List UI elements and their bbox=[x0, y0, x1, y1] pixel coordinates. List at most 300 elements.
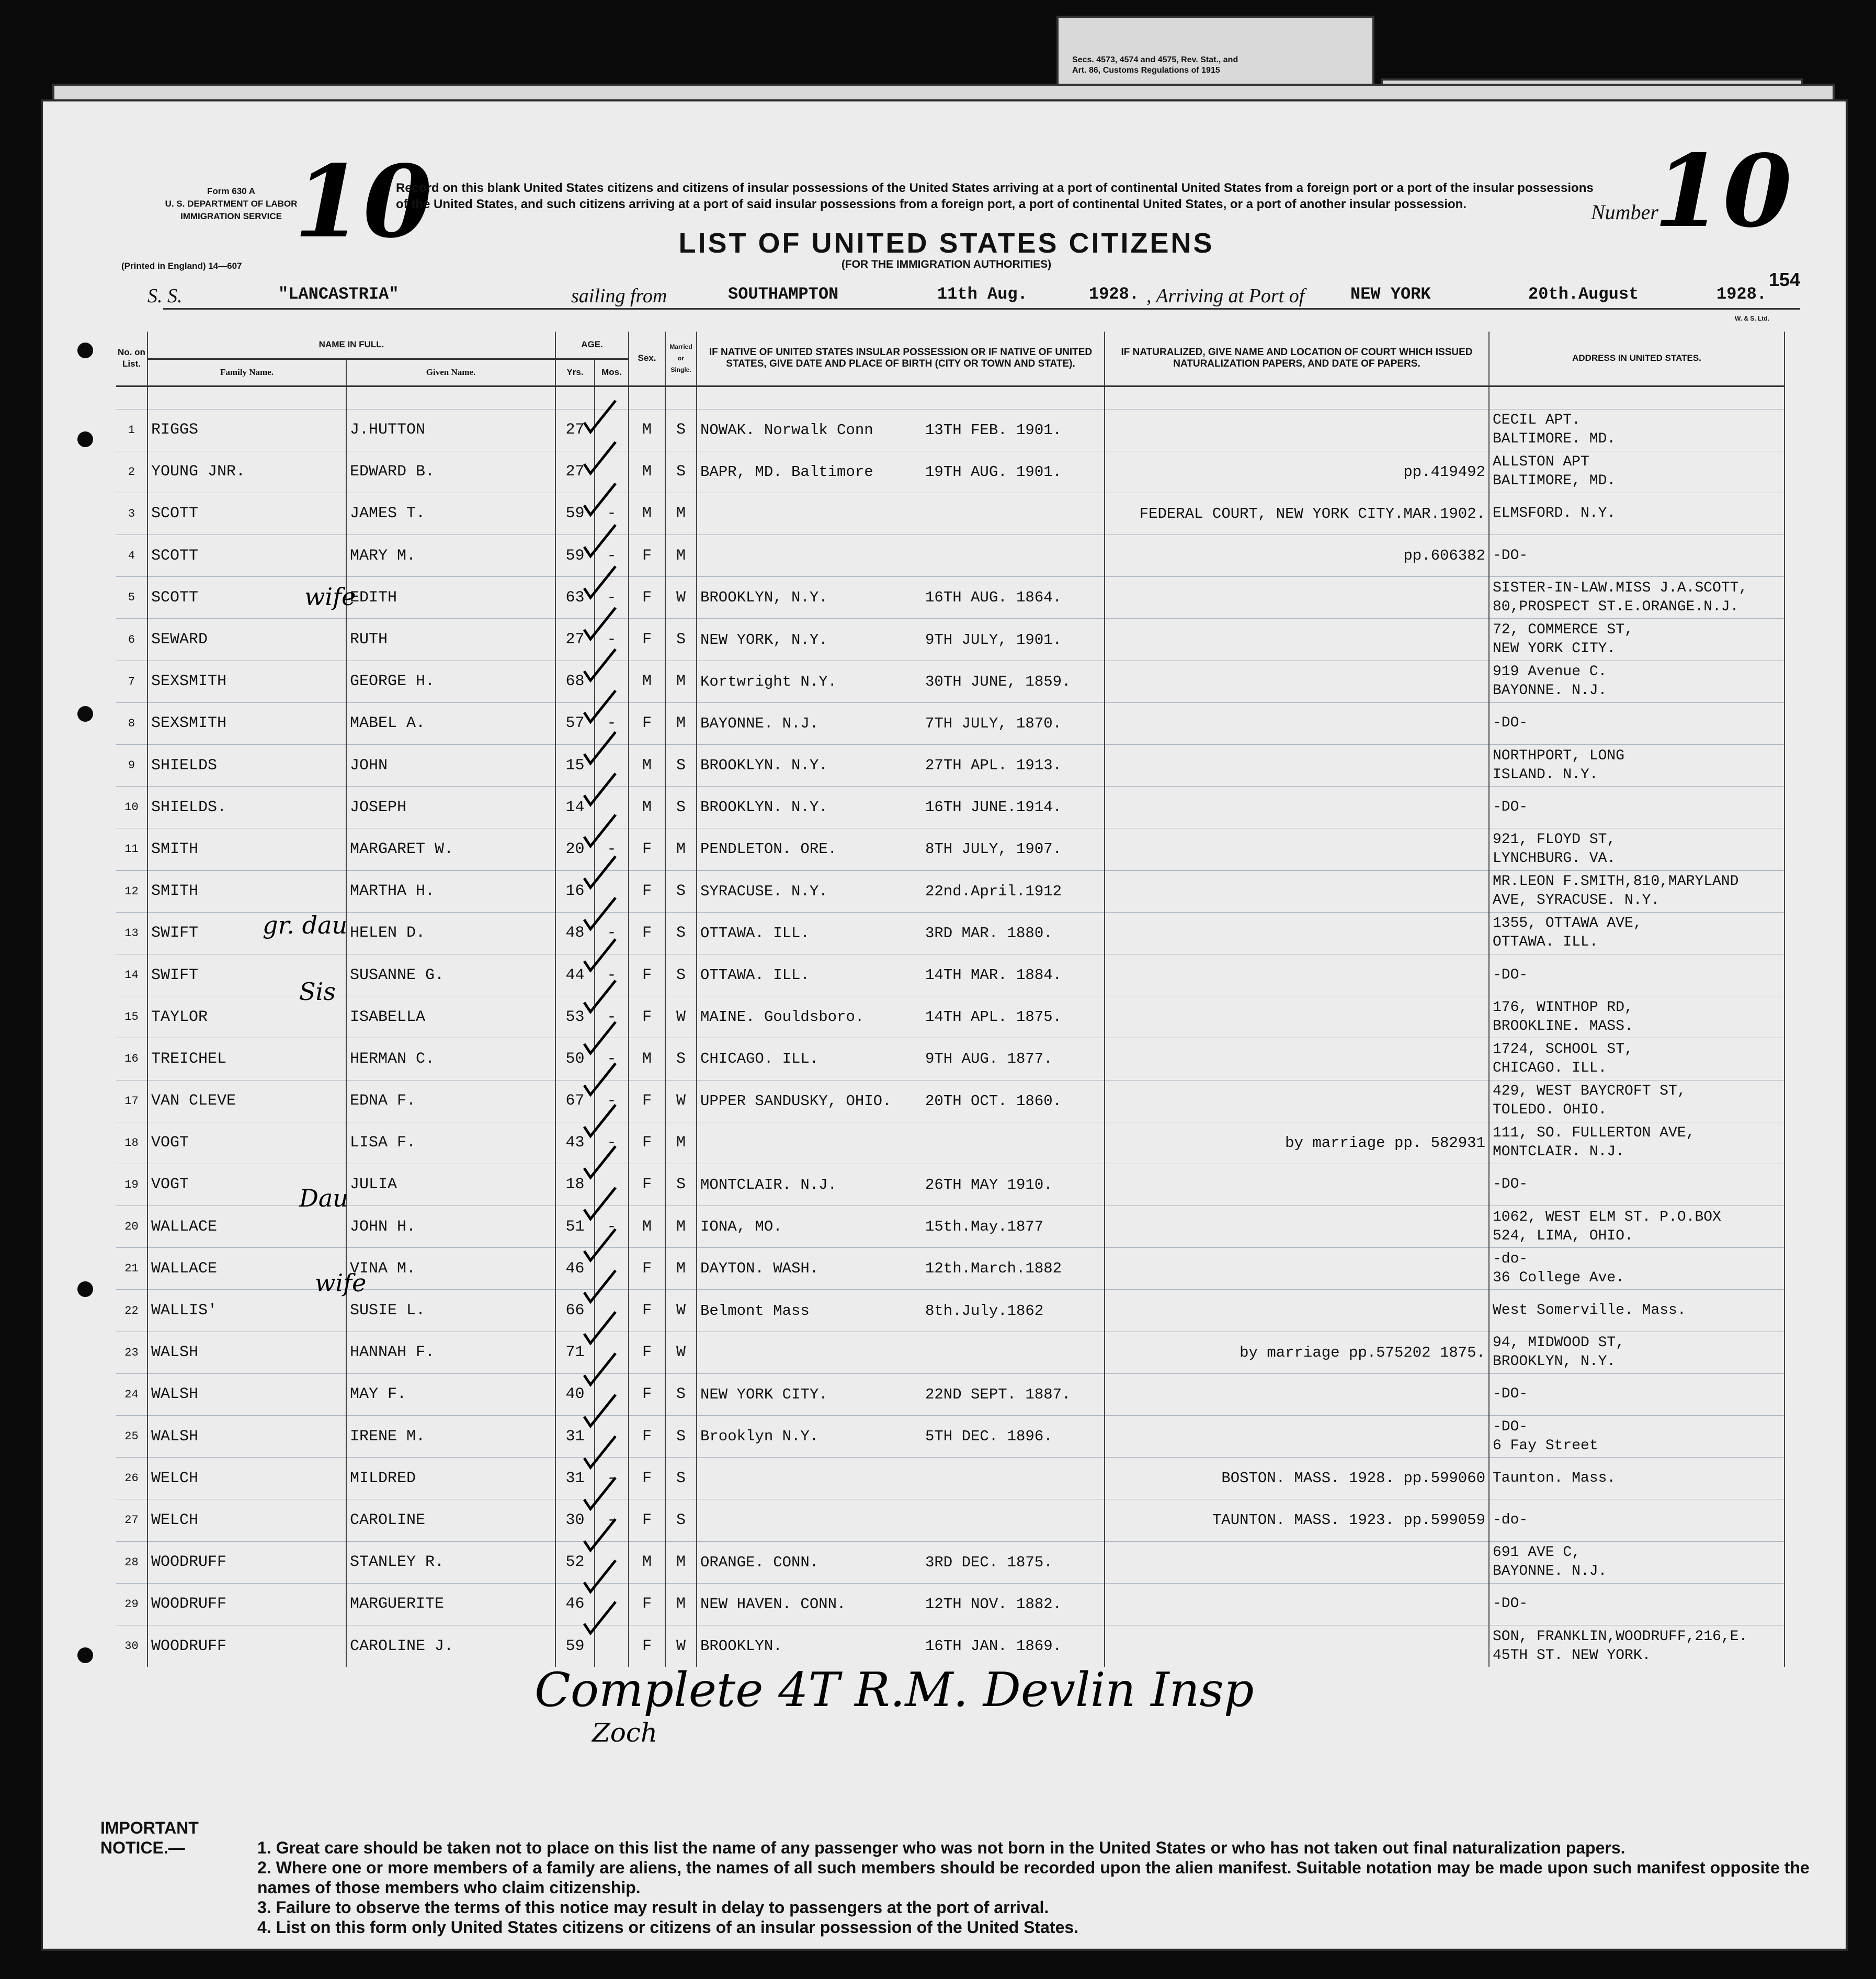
marital-status: S bbox=[665, 1038, 697, 1080]
check-mark bbox=[584, 442, 616, 473]
sex: F bbox=[629, 535, 665, 577]
family-name: WELCH bbox=[147, 1458, 346, 1499]
marital-status: M bbox=[665, 661, 697, 702]
address: 72, COMMERCE ST, NEW YORK CITY. bbox=[1489, 619, 1784, 661]
family-name: WALLACE bbox=[147, 1248, 346, 1290]
annotation-gr-dau: gr. dau bbox=[263, 911, 348, 939]
row-number: 16 bbox=[116, 1038, 147, 1080]
check-mark bbox=[584, 856, 616, 888]
sex: F bbox=[629, 1458, 665, 1499]
marital-status: M bbox=[665, 1583, 697, 1625]
sex: F bbox=[629, 619, 665, 661]
row-number: 6 bbox=[116, 619, 147, 661]
age-months: - bbox=[595, 912, 629, 954]
marital-status: W bbox=[665, 1290, 697, 1332]
check-mark bbox=[584, 401, 616, 432]
given-name: MARGUERITE bbox=[346, 1583, 555, 1625]
row-number: 26 bbox=[116, 1458, 147, 1499]
birth-place: NEW HAVEN. CONN. 12TH NOV. 1882. bbox=[697, 1583, 1105, 1625]
birth-place: SYRACUSE. N.Y. 22nd.April.1912 bbox=[697, 870, 1105, 912]
marital-status: S bbox=[665, 1373, 697, 1415]
given-name: MARTHA H. bbox=[346, 870, 555, 912]
marital-status: M bbox=[665, 1122, 697, 1164]
age-years: 46 bbox=[555, 1248, 595, 1290]
col-address: ADDRESS IN UNITED STATES. bbox=[1489, 332, 1784, 386]
marital-status: S bbox=[665, 1416, 697, 1458]
row-number: 29 bbox=[116, 1583, 147, 1625]
notice-item-2: 2. Where one or more members of a family are aliens, the names of all such members should be recorded upon the alien manifest. Suitable notation may be made upon such manifest opposite the names of those members who claim citizenship. bbox=[257, 1858, 1810, 1897]
address: -DO- bbox=[1489, 702, 1784, 744]
age-months: - bbox=[595, 702, 629, 744]
family-name: SCOTT bbox=[147, 535, 346, 577]
age-years: 59 bbox=[555, 493, 595, 534]
sex: F bbox=[629, 1248, 665, 1290]
given-name: JULIA bbox=[346, 1164, 555, 1205]
col-age: AGE. bbox=[555, 332, 629, 359]
address: ELMSFORD. N.Y. bbox=[1489, 493, 1784, 534]
age-years: 63 bbox=[555, 577, 595, 619]
age-years: 31 bbox=[555, 1458, 595, 1499]
birth-place: CHICAGO. ILL. 9TH AUG. 1877. bbox=[697, 1038, 1105, 1080]
number-label: Number bbox=[1591, 200, 1658, 224]
sex: F bbox=[629, 1080, 665, 1122]
given-name: GEORGE H. bbox=[346, 661, 555, 702]
age-months: - bbox=[595, 1080, 629, 1122]
address: NORTHPORT, LONG ISLAND. N.Y. bbox=[1489, 745, 1784, 787]
address: 111, SO. FULLERTON AVE, MONTCLAIR. N.J. bbox=[1489, 1122, 1784, 1164]
check-mark bbox=[584, 1229, 616, 1260]
sex: M bbox=[629, 1541, 665, 1583]
marital-status: M bbox=[665, 1541, 697, 1583]
annotation-wife: wife bbox=[315, 1269, 367, 1297]
address: CECIL APT. BALTIMORE. MD. bbox=[1489, 409, 1784, 451]
given-name: HANNAH F. bbox=[346, 1332, 555, 1373]
family-name: SCOTT bbox=[147, 577, 346, 619]
family-name: WALSH bbox=[147, 1332, 346, 1373]
row-number: 17 bbox=[116, 1080, 147, 1122]
check-mark bbox=[584, 1188, 616, 1219]
birth-place: NEW YORK CITY. 22ND SEPT. 1887. bbox=[697, 1373, 1105, 1415]
given-name: JAMES T. bbox=[346, 493, 555, 534]
sex: F bbox=[629, 870, 665, 912]
address: 1355, OTTAWA AVE, OTTAWA. ILL. bbox=[1489, 912, 1784, 954]
sex: M bbox=[629, 661, 665, 702]
annotation-dau: Dau bbox=[299, 1184, 348, 1212]
col-naturalized: IF NATURALIZED, GIVE NAME AND LOCATION OF COURT WHICH ISSUED NATURALIZATION PAPERS, AND DATE OF PAPERS. bbox=[1105, 332, 1489, 386]
naturalization: by marriage pp. 582931 bbox=[1105, 1122, 1489, 1164]
birth-place: BROOKLYN. N.Y. 27TH APL. 1913. bbox=[697, 745, 1105, 787]
age-years: 51 bbox=[555, 1206, 595, 1248]
address: -do- bbox=[1489, 1499, 1784, 1541]
check-mark bbox=[584, 1519, 616, 1550]
marital-status: S bbox=[665, 451, 697, 493]
address: -DO- bbox=[1489, 535, 1784, 577]
list-number-handwritten: 10 bbox=[294, 143, 433, 260]
birth-place: ORANGE. CONN. 3RD DEC. 1875. bbox=[697, 1541, 1105, 1583]
birth-place: BROOKLYN, N.Y. 16TH AUG. 1864. bbox=[697, 577, 1105, 619]
marital-status: W bbox=[665, 577, 697, 619]
family-name: SMITH bbox=[147, 870, 346, 912]
family-name: SHIELDS. bbox=[147, 787, 346, 828]
address: 691 AVE C, BAYONNE. N.J. bbox=[1489, 1541, 1784, 1583]
row-number: 8 bbox=[116, 702, 147, 744]
given-name: SUSIE L. bbox=[346, 1290, 555, 1332]
birth-place: OTTAWA. ILL. 14TH MAR. 1884. bbox=[697, 954, 1105, 996]
given-name: MABEL A. bbox=[346, 702, 555, 744]
check-mark bbox=[584, 1146, 616, 1178]
col-yrs: Yrs. bbox=[555, 359, 595, 386]
check-mark bbox=[584, 566, 616, 598]
marital-status: W bbox=[665, 996, 697, 1038]
date-to: 20th.August bbox=[1528, 285, 1639, 304]
age-years: 16 bbox=[555, 870, 595, 912]
marital-status: S bbox=[665, 912, 697, 954]
age-years: 31 bbox=[555, 1416, 595, 1458]
check-mark bbox=[584, 483, 616, 515]
birth-place: Belmont Mass 8th.July.1862 bbox=[697, 1290, 1105, 1332]
row-number: 3 bbox=[116, 493, 147, 534]
sex: M bbox=[629, 1038, 665, 1080]
check-mark bbox=[584, 1063, 616, 1095]
row-number: 27 bbox=[116, 1499, 147, 1541]
col-native: IF NATIVE OF UNITED STATES INSULAR POSSESSION OR IF NATIVE OF UNITED STATES, GIVE DATE AND PLACE OF BIRTH (CITY OR TOWN AND STATE). bbox=[697, 332, 1105, 386]
check-mark bbox=[584, 1270, 616, 1302]
family-name: SEWARD bbox=[147, 619, 346, 661]
row-number: 19 bbox=[116, 1164, 147, 1205]
age-months: - bbox=[595, 535, 629, 577]
marital-status: M bbox=[665, 1248, 697, 1290]
birth-place: BROOKLYN. 16TH JAN. 1869. bbox=[697, 1625, 1105, 1667]
marital-status: S bbox=[665, 1499, 697, 1541]
sex: M bbox=[629, 451, 665, 493]
address: -DO- bbox=[1489, 787, 1784, 828]
family-name: VAN CLEVE bbox=[147, 1080, 346, 1122]
age-years: 18 bbox=[555, 1164, 595, 1205]
page-subtitle: (FOR THE IMMIGRATION AUTHORITIES) bbox=[841, 258, 1052, 270]
age-years: 59 bbox=[555, 1625, 595, 1667]
year-from: 1928. bbox=[1089, 285, 1140, 304]
birth-place: BAYONNE. N.J. 7TH JULY, 1870. bbox=[697, 702, 1105, 744]
given-name: MILDRED bbox=[346, 1458, 555, 1499]
notice-label: IMPORTANT NOTICE.— bbox=[100, 1818, 199, 1857]
binder-hole bbox=[77, 1647, 93, 1663]
given-name: MAY F. bbox=[346, 1373, 555, 1415]
given-name: EDNA F. bbox=[346, 1080, 555, 1122]
ss-label: S. S. bbox=[147, 285, 183, 307]
notice-item-4: 4. List on this form only United States citizens or citizens of an insular possession of the United States. bbox=[257, 1918, 1079, 1937]
binder-hole bbox=[77, 343, 93, 358]
given-name: EDITH bbox=[346, 577, 555, 619]
marital-status: S bbox=[665, 619, 697, 661]
age-months: - bbox=[595, 619, 629, 661]
age-years: 15 bbox=[555, 745, 595, 787]
address: -DO- 6 Fay Street bbox=[1489, 1416, 1784, 1458]
row-number: 5 bbox=[116, 577, 147, 619]
col-family-name: Family Name. bbox=[147, 359, 346, 386]
given-name: JOSEPH bbox=[346, 787, 555, 828]
family-name: TREICHEL bbox=[147, 1038, 346, 1080]
sex: M bbox=[629, 493, 665, 534]
sex: F bbox=[629, 1416, 665, 1458]
family-name: VOGT bbox=[147, 1122, 346, 1164]
address: West Somerville. Mass. bbox=[1489, 1290, 1784, 1332]
check-mark bbox=[584, 774, 616, 805]
row-number: 23 bbox=[116, 1332, 147, 1373]
given-name: SUSANNE G. bbox=[346, 954, 555, 996]
row-number: 4 bbox=[116, 535, 147, 577]
family-name: WOODRUFF bbox=[147, 1625, 346, 1667]
naturalization: by marriage pp.575202 1875. bbox=[1105, 1332, 1489, 1373]
row-number: 25 bbox=[116, 1416, 147, 1458]
row-number: 24 bbox=[116, 1373, 147, 1415]
row-number: 20 bbox=[116, 1206, 147, 1248]
sex: F bbox=[629, 577, 665, 619]
naturalization: TAUNTON. MASS. 1923. pp.599059 bbox=[1105, 1499, 1489, 1541]
address: 94, MIDWOOD ST, BROOKLYN, N.Y. bbox=[1489, 1332, 1784, 1373]
given-name: VINA M. bbox=[346, 1248, 555, 1290]
family-name: WALLIS' bbox=[147, 1290, 346, 1332]
row-number: 30 bbox=[116, 1625, 147, 1667]
age-months: - bbox=[595, 1458, 629, 1499]
sex: F bbox=[629, 1290, 665, 1332]
page-title: LIST OF UNITED STATES CITIZENS bbox=[678, 228, 1214, 259]
manifest-page bbox=[41, 99, 1848, 1951]
check-mark bbox=[584, 1602, 616, 1633]
age-years: 30 bbox=[555, 1499, 595, 1541]
address: ALLSTON APT BALTIMORE, MD. bbox=[1489, 451, 1784, 493]
given-name: RUTH bbox=[346, 619, 555, 661]
address: SON, FRANKLIN,WOODRUFF,216,E. 45TH ST. NEW YORK. bbox=[1489, 1625, 1784, 1667]
sex: F bbox=[629, 912, 665, 954]
sex: M bbox=[629, 1206, 665, 1248]
sex: M bbox=[629, 409, 665, 451]
check-mark bbox=[584, 815, 616, 846]
annotation-sis: Sis bbox=[299, 977, 336, 1006]
marital-status: S bbox=[665, 954, 697, 996]
marital-status: S bbox=[665, 1458, 697, 1499]
sex: F bbox=[629, 828, 665, 870]
age-years: 40 bbox=[555, 1373, 595, 1415]
birth-place: MAINE. Gouldsboro. 14TH APL. 1875. bbox=[697, 996, 1105, 1038]
given-name: CAROLINE J. bbox=[346, 1625, 555, 1667]
age-years: 20 bbox=[555, 828, 595, 870]
age-years: 44 bbox=[555, 954, 595, 996]
family-name: WALSH bbox=[147, 1373, 346, 1415]
binder-hole bbox=[77, 431, 93, 447]
arriving-label: , Arriving at Port of bbox=[1146, 285, 1305, 307]
check-mark bbox=[584, 732, 616, 764]
number-value: 10 bbox=[1654, 133, 1792, 249]
printer-mark: W. & S. Ltd. bbox=[1735, 315, 1769, 322]
check-mark bbox=[584, 1477, 616, 1509]
check-mark bbox=[584, 649, 616, 680]
birth-place: NOWAK. Norwalk Conn 13TH FEB. 1901. bbox=[697, 409, 1105, 451]
birth-place: Brooklyn N.Y. 5TH DEC. 1896. bbox=[697, 1416, 1105, 1458]
family-name: SHIELDS bbox=[147, 745, 346, 787]
age-months: - bbox=[595, 1122, 629, 1164]
notice-item-1: 1. Great care should be taken not to place on this list the name of any passenger who was not born in the United States or who has not taken out final naturalization papers. bbox=[257, 1838, 1625, 1857]
marital-status: W bbox=[665, 1080, 697, 1122]
given-name: HELEN D. bbox=[346, 912, 555, 954]
marital-status: M bbox=[665, 493, 697, 534]
important-notice bbox=[100, 1818, 1816, 1937]
address: -DO- bbox=[1489, 1164, 1784, 1205]
age-months: - bbox=[595, 1499, 629, 1541]
address: 429, WEST BAYCROFT ST, TOLEDO. OHIO. bbox=[1489, 1080, 1784, 1122]
row-number: 15 bbox=[116, 996, 147, 1038]
port-to: NEW YORK bbox=[1350, 285, 1431, 304]
age-years: 67 bbox=[555, 1080, 595, 1122]
family-name: WALLACE bbox=[147, 1206, 346, 1248]
given-name: IRENE M. bbox=[346, 1416, 555, 1458]
check-mark bbox=[584, 1395, 616, 1426]
marital-status: S bbox=[665, 745, 697, 787]
row-number: 28 bbox=[116, 1541, 147, 1583]
age-years: 66 bbox=[555, 1290, 595, 1332]
completion-note: Complete 4T R.M. Devlin Insp bbox=[535, 1663, 1254, 1718]
address: MR.LEON F.SMITH,810,MARYLAND AVE, SYRACUSE. N.Y. bbox=[1489, 870, 1784, 912]
sex: F bbox=[629, 1499, 665, 1541]
row-number: 13 bbox=[116, 912, 147, 954]
sex: M bbox=[629, 787, 665, 828]
birth-place: BAPR, MD. Baltimore 19TH AUG. 1901. bbox=[697, 451, 1105, 493]
binder-hole bbox=[77, 1281, 93, 1297]
check-mark bbox=[584, 690, 616, 722]
row-number: 22 bbox=[116, 1290, 147, 1332]
col-given-name: Given Name. bbox=[346, 359, 555, 386]
age-years: 43 bbox=[555, 1122, 595, 1164]
age-months: - bbox=[595, 1206, 629, 1248]
check-mark bbox=[584, 525, 616, 556]
row-number: 21 bbox=[116, 1248, 147, 1290]
row-number: 2 bbox=[116, 451, 147, 493]
age-years: 52 bbox=[555, 1541, 595, 1583]
form-info: Form 630 A U. S. DEPARTMENT OF LABOR IMMIGRATION SERVICE bbox=[165, 186, 298, 221]
naturalization: BOSTON. MASS. 1928. pp.599060 bbox=[1105, 1458, 1489, 1499]
family-name: SMITH bbox=[147, 828, 346, 870]
birth-place: MONTCLAIR. N.J. 26TH MAY 1910. bbox=[697, 1164, 1105, 1205]
family-name: SWIFT bbox=[147, 954, 346, 996]
address: 1062, WEST ELM ST. P.O.BOX 524, LIMA, OHIO. bbox=[1489, 1206, 1784, 1248]
address: 919 Avenue C. BAYONNE. N.J. bbox=[1489, 661, 1784, 702]
sex: F bbox=[629, 1122, 665, 1164]
address: 176, WINTHOP RD, BROOKLINE. MASS. bbox=[1489, 996, 1784, 1038]
col-sex: Sex. bbox=[629, 332, 665, 386]
family-name: WALSH bbox=[147, 1416, 346, 1458]
row-number: 11 bbox=[116, 828, 147, 870]
check-mark bbox=[584, 981, 616, 1012]
binder-hole bbox=[77, 706, 93, 722]
age-years: 57 bbox=[555, 702, 595, 744]
family-name: SCOTT bbox=[147, 493, 346, 534]
col-mos: Mos. bbox=[595, 359, 629, 386]
marital-status: W bbox=[665, 1625, 697, 1667]
age-years: 50 bbox=[555, 1038, 595, 1080]
age-years: 71 bbox=[555, 1332, 595, 1373]
printed-in: (Printed in England) 14—607 bbox=[121, 261, 242, 271]
sex: F bbox=[629, 1583, 665, 1625]
check-mark bbox=[584, 1561, 616, 1592]
family-name: SEXSMITH bbox=[147, 661, 346, 702]
sailing-from-label: sailing from bbox=[571, 285, 667, 307]
age-months: - bbox=[595, 493, 629, 534]
family-name: WOODRUFF bbox=[147, 1541, 346, 1583]
page-number: 154 bbox=[1769, 269, 1801, 290]
sex: F bbox=[629, 954, 665, 996]
family-name: YOUNG JNR. bbox=[147, 451, 346, 493]
age-years: 53 bbox=[555, 996, 595, 1038]
family-name: TAYLOR bbox=[147, 996, 346, 1038]
row-number: 1 bbox=[116, 409, 147, 451]
age-months: - bbox=[595, 954, 629, 996]
col-married: Married or Single. bbox=[665, 332, 697, 386]
age-months: - bbox=[595, 577, 629, 619]
age-months: - bbox=[595, 996, 629, 1038]
statutes-note: Secs. 4573, 4574 and 4575, Rev. Stat., and Art. 86, Customs Regulations of 1915 bbox=[1072, 55, 1238, 75]
marital-status: S bbox=[665, 870, 697, 912]
row-number: 10 bbox=[116, 787, 147, 828]
age-years: 46 bbox=[555, 1583, 595, 1625]
annotation-wife: wife bbox=[304, 583, 356, 611]
marital-status: M bbox=[665, 1206, 697, 1248]
port-from: SOUTHAMPTON bbox=[728, 285, 839, 304]
check-mark bbox=[584, 1312, 616, 1343]
address: -DO- bbox=[1489, 1373, 1784, 1415]
marital-status: S bbox=[665, 409, 697, 451]
birth-place: OTTAWA. ILL. 3RD MAR. 1880. bbox=[697, 912, 1105, 954]
check-mark bbox=[584, 897, 616, 929]
check-mark bbox=[584, 1105, 616, 1136]
given-name: EDWARD B. bbox=[346, 451, 555, 493]
inspector-note: Zoch bbox=[592, 1718, 658, 1748]
given-name: LISA F. bbox=[346, 1122, 555, 1164]
birth-place: IONA, MO. 15th.May.1877 bbox=[697, 1206, 1105, 1248]
birth-place: Kortwright N.Y. 30TH JUNE, 1859. bbox=[697, 661, 1105, 702]
sex: M bbox=[629, 745, 665, 787]
marital-status: M bbox=[665, 535, 697, 577]
age-years: 27 bbox=[555, 619, 595, 661]
naturalization: FEDERAL COURT, NEW YORK CITY.MAR.1902. bbox=[1105, 493, 1489, 534]
age-years: 14 bbox=[555, 787, 595, 828]
age-years: 48 bbox=[555, 912, 595, 954]
sex: F bbox=[629, 1625, 665, 1667]
age-months: - bbox=[595, 828, 629, 870]
row-number: 7 bbox=[116, 661, 147, 702]
marital-status: M bbox=[665, 828, 697, 870]
check-mark bbox=[584, 608, 616, 639]
family-name: SEXSMITH bbox=[147, 702, 346, 744]
marital-status: M bbox=[665, 702, 697, 744]
naturalization: pp.606382 bbox=[1105, 535, 1489, 577]
marital-status: S bbox=[665, 1164, 697, 1205]
given-name: JOHN bbox=[346, 745, 555, 787]
tick-marks bbox=[43, 101, 1850, 1953]
family-name: VOGT bbox=[147, 1164, 346, 1205]
sex: F bbox=[629, 996, 665, 1038]
family-name: WELCH bbox=[147, 1499, 346, 1541]
row-number: 12 bbox=[116, 870, 147, 912]
given-name: HERMAN C. bbox=[346, 1038, 555, 1080]
address: -do- 36 College Ave. bbox=[1489, 1248, 1784, 1290]
naturalization: pp.419492 bbox=[1105, 451, 1489, 493]
age-years: 68 bbox=[555, 661, 595, 702]
age-years: 27 bbox=[555, 409, 595, 451]
address: 1724, SCHOOL ST, CHICAGO. ILL. bbox=[1489, 1038, 1784, 1080]
sex: F bbox=[629, 1164, 665, 1205]
check-mark bbox=[584, 1022, 616, 1053]
given-name: MARY M. bbox=[346, 535, 555, 577]
marital-status: W bbox=[665, 1332, 697, 1373]
